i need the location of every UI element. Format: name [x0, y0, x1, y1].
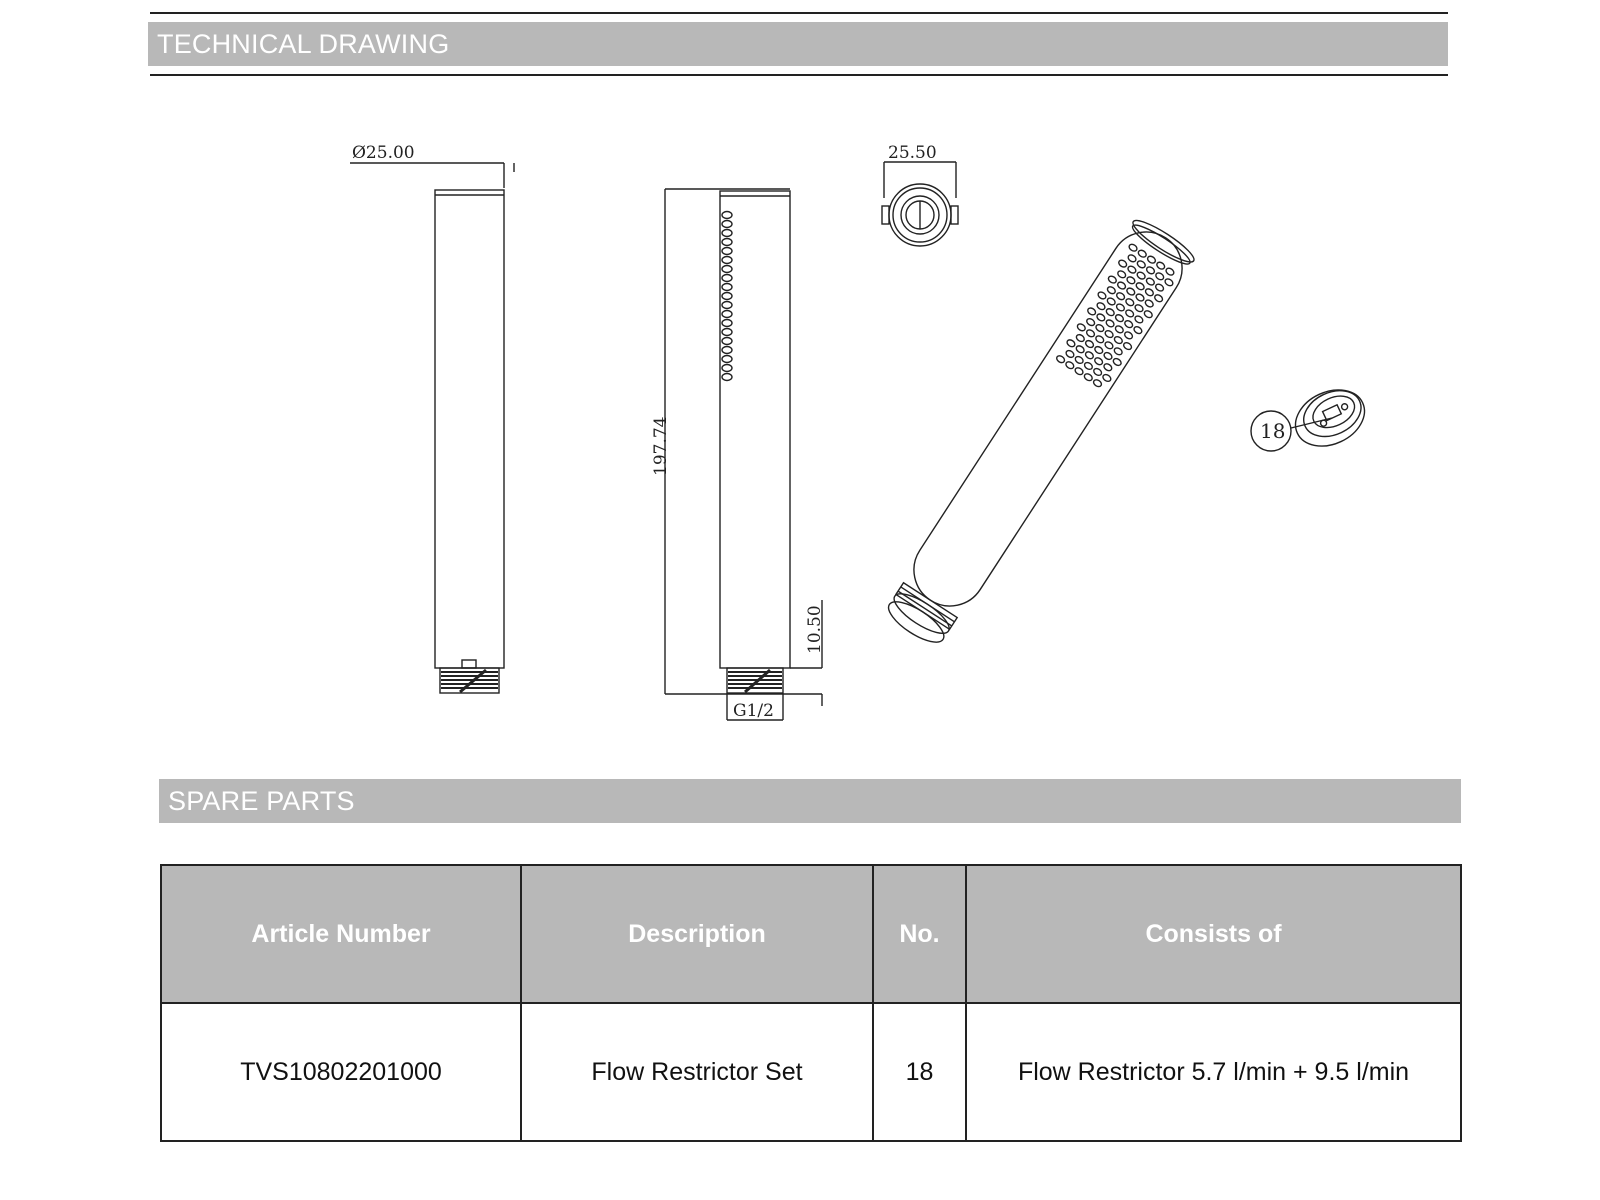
spray-hole — [1092, 367, 1102, 377]
spray-hole — [722, 248, 732, 255]
spray-hole — [722, 230, 732, 237]
spray-hole — [1083, 372, 1093, 382]
cell-description: Flow Restrictor Set — [521, 1003, 873, 1141]
spray-hole — [1086, 307, 1096, 317]
spray-hole — [1136, 260, 1146, 270]
spray-hole — [1128, 243, 1138, 253]
thread-dimension: G1/2 — [733, 701, 774, 721]
spray-hole — [1112, 357, 1122, 367]
spray-hole — [1126, 287, 1136, 297]
spray-hole — [1055, 354, 1065, 364]
spray-hole — [1124, 319, 1134, 329]
technical-drawing-header: TECHNICAL DRAWING — [148, 22, 1448, 66]
spray-hole — [1102, 373, 1112, 383]
spray-hole — [1106, 297, 1116, 307]
header-consists-of: Consists of — [966, 865, 1461, 1003]
spray-hole — [722, 302, 732, 309]
spray-hole — [1122, 341, 1132, 351]
spray-hole — [1137, 249, 1147, 259]
spray-hole — [1095, 323, 1105, 333]
spray-hole — [1075, 333, 1085, 343]
spray-hole — [722, 365, 732, 372]
spray-hole — [1115, 291, 1125, 301]
table-header-row — [161, 865, 1461, 1003]
spray-hole — [1105, 319, 1115, 329]
spray-hole — [1105, 307, 1115, 317]
spray-hole — [1165, 267, 1175, 277]
spray-hole — [1153, 293, 1163, 303]
spray-hole — [1125, 297, 1135, 307]
spray-hole — [1096, 313, 1106, 323]
spray-hole — [722, 275, 732, 282]
spray-hole — [1065, 360, 1075, 370]
spray-hole — [722, 212, 732, 219]
spray-hole — [1085, 329, 1095, 339]
spray-hole — [1127, 265, 1137, 275]
spray-hole — [1084, 339, 1094, 349]
spray-hole — [1113, 347, 1123, 357]
spray-hole — [1133, 325, 1143, 335]
spray-hole — [722, 293, 732, 300]
spray-hole — [1134, 315, 1144, 325]
spray-hole — [1118, 259, 1128, 269]
table-row — [161, 1003, 1461, 1141]
spray-hole — [1146, 255, 1156, 265]
spray-hole — [722, 239, 732, 246]
spray-hole — [1126, 275, 1136, 285]
spray-hole — [722, 356, 732, 363]
spray-hole — [1155, 272, 1165, 282]
side-view — [665, 189, 822, 720]
isometric-view — [879, 215, 1198, 652]
spray-hole — [722, 338, 732, 345]
header-description: Description — [521, 865, 873, 1003]
spray-hole — [1096, 301, 1106, 311]
spray-hole — [722, 374, 732, 381]
spray-hole — [1106, 285, 1116, 295]
spray-hole — [1144, 299, 1154, 309]
spray-hole — [1103, 362, 1113, 372]
spray-hole — [722, 221, 732, 228]
spray-hole — [722, 311, 732, 318]
spray-hole — [1074, 366, 1084, 376]
spray-hole — [1092, 378, 1102, 388]
spray-hole — [1135, 281, 1145, 291]
spray-hole — [1107, 275, 1117, 285]
spray-hole — [1066, 338, 1076, 348]
spray-hole — [1086, 317, 1096, 327]
spray-hole — [1156, 261, 1166, 271]
spray-hole — [1125, 309, 1135, 319]
spray-hole — [1094, 345, 1104, 355]
spray-hole — [1104, 341, 1114, 351]
spray-hole — [1065, 349, 1075, 359]
spray-hole — [1084, 350, 1094, 360]
spray-hole — [722, 284, 732, 291]
spray-hole — [722, 257, 732, 264]
spray-hole — [1123, 331, 1133, 341]
diameter-dimension: Ø25.00 — [352, 143, 415, 163]
header-article-number: Article Number — [161, 865, 521, 1003]
front-view — [350, 163, 514, 693]
length-dimension: 197.74 — [651, 416, 671, 476]
spray-hole — [1164, 278, 1174, 288]
spray-hole — [1083, 361, 1093, 371]
spray-hole — [1076, 323, 1086, 333]
spray-hole — [1075, 344, 1085, 354]
cell-no: 18 — [873, 1003, 966, 1141]
spray-hole — [1127, 254, 1137, 264]
spray-hole — [1115, 303, 1125, 313]
spray-hole — [1136, 271, 1146, 281]
spray-hole — [1114, 313, 1124, 323]
spray-hole — [1154, 283, 1164, 293]
spray-hole — [722, 347, 732, 354]
thread-length-dimension: 10.50 — [805, 605, 825, 654]
spray-hole — [1074, 355, 1084, 365]
spray-hole — [722, 266, 732, 273]
spray-hole — [1135, 293, 1145, 303]
spray-hole — [1117, 269, 1127, 279]
cell-consists-of: Flow Restrictor 5.7 l/min + 9.5 l/min — [966, 1003, 1461, 1141]
spray-hole — [1134, 303, 1144, 313]
cell-article-number: TVS10802201000 — [161, 1003, 521, 1141]
flow-restrictor-illustration — [1251, 379, 1374, 457]
spray-hole — [722, 329, 732, 336]
spray-hole — [1145, 277, 1155, 287]
spray-hole — [1145, 266, 1155, 276]
width-dimension: 25.50 — [888, 143, 937, 163]
spray-hole — [1103, 351, 1113, 361]
spray-hole — [1143, 309, 1153, 319]
spray-hole — [1113, 335, 1123, 345]
part-callout-18: 18 — [1260, 419, 1286, 443]
spray-hole — [1114, 325, 1124, 335]
end-view — [882, 162, 958, 246]
spray-hole — [1093, 356, 1103, 366]
header-no: No. — [873, 865, 966, 1003]
spray-hole — [722, 320, 732, 327]
spray-hole — [1144, 287, 1154, 297]
spare-parts-table — [160, 864, 1462, 1142]
spray-hole — [1116, 281, 1126, 291]
spray-hole — [1104, 329, 1114, 339]
spare-parts-header: SPARE PARTS — [159, 779, 1461, 823]
spray-hole — [1097, 291, 1107, 301]
spray-hole — [1095, 335, 1105, 345]
